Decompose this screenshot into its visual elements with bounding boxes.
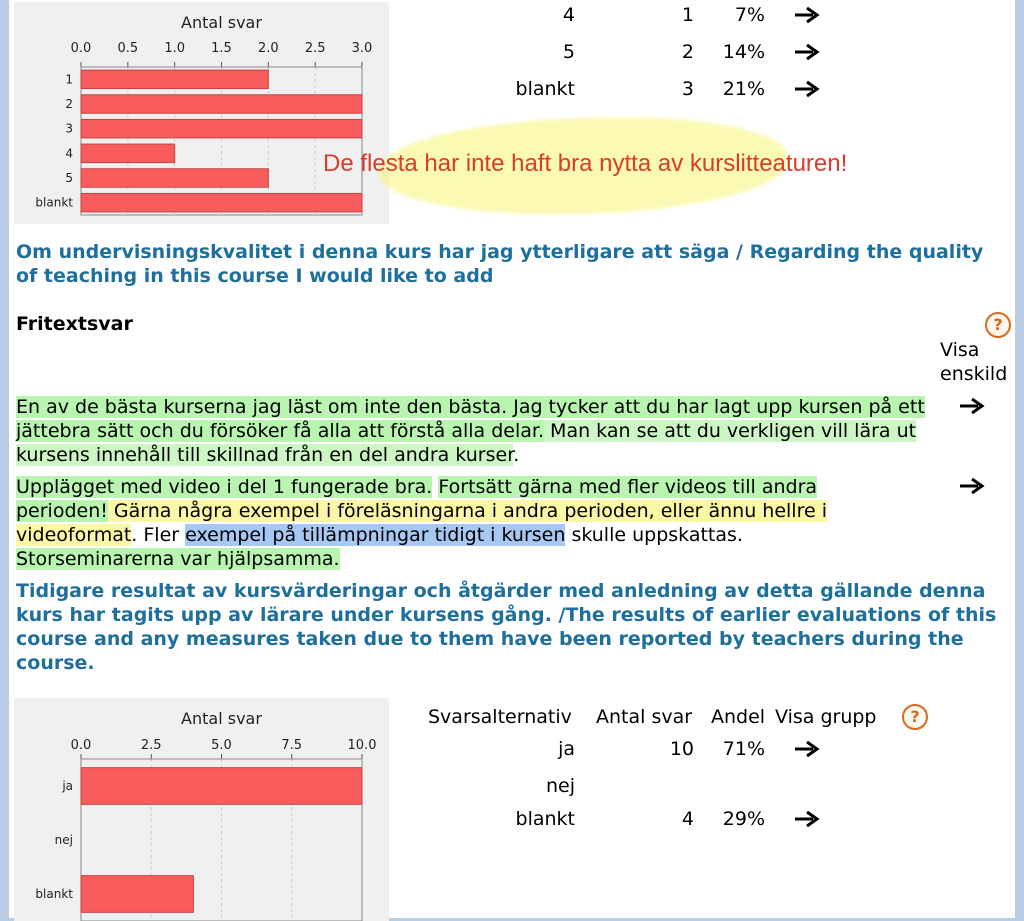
question-heading: Om undervisningskvalitet i denna kurs har jag ytterligare att säga / Regarding the quality of teaching in this course I would like to add xyxy=(16,241,984,287)
right-arrow-icon[interactable] xyxy=(793,809,823,829)
comment-segment: En av de bästa kurserna jag läst om inte den bästa. Jag tycker att du har lagt upp kursen på ett jättebra sätt och du försöker få alla att förstå alla delar. xyxy=(16,396,925,442)
bar-chart-responses-1 xyxy=(14,2,389,224)
x-tick-label: 1.5 xyxy=(211,41,232,56)
right-arrow-icon[interactable] xyxy=(793,42,823,62)
category-label: nej xyxy=(54,833,73,847)
question-heading: Tidigare resultat av kursvärderingar och åtgärder med anledning av detta gällande denna kurs har tagits upp av lärare under kursens gång. /The results of earlier evaluations of this course and any measures taken due to them have been reported by teachers during the course. xyxy=(16,580,997,674)
category-label: 3 xyxy=(65,121,73,136)
x-tick-label: 0.0 xyxy=(70,738,92,753)
x-tick-label: 2.5 xyxy=(304,41,326,56)
bar xyxy=(81,144,175,163)
bar xyxy=(81,876,193,913)
x-tick-label: 0.5 xyxy=(117,41,139,56)
table-row-share: 71% xyxy=(722,738,765,760)
column-header-share: Andel xyxy=(711,706,766,728)
table-row-count: 4 xyxy=(681,808,694,830)
table-row-count: 3 xyxy=(681,78,694,100)
show-individual-label-line1: Visa xyxy=(940,339,980,361)
table-row-label: nej xyxy=(545,775,575,797)
comment-segment: skulle uppskattas. xyxy=(565,524,743,546)
table-row-share: 29% xyxy=(722,808,765,830)
category-label: 2 xyxy=(65,97,73,111)
table-row-count: 10 xyxy=(669,738,694,760)
show-individual-label-line2: enskild xyxy=(940,363,1008,385)
comment-segment: Storseminarerna var hjälpsamma. xyxy=(16,548,340,570)
bar-chart-responses-2 xyxy=(14,698,389,921)
right-arrow-icon[interactable] xyxy=(958,476,988,496)
x-tick-label: 2.5 xyxy=(140,738,162,753)
x-tick-label: 2.0 xyxy=(257,41,279,56)
page-frame-left xyxy=(0,0,9,921)
x-tick-label: 10.0 xyxy=(347,738,377,753)
bar xyxy=(81,95,362,114)
annotation-text: De flesta har inte haft bra nytta av kurslitteaturen! xyxy=(323,150,848,177)
right-arrow-icon[interactable] xyxy=(793,79,823,99)
comment-segment: Man kan se att du verkligen vill lära ut kursens innehåll till skillnad från en del andra kurser xyxy=(16,420,917,466)
help-icon[interactable]: ? xyxy=(985,312,1011,338)
bar xyxy=(81,193,362,212)
x-tick-label: 7.5 xyxy=(281,738,303,753)
help-icon[interactable]: ? xyxy=(902,704,928,730)
right-arrow-icon[interactable] xyxy=(793,5,823,25)
column-header-count: Antal svar xyxy=(596,706,693,728)
chart-title: Antal svar xyxy=(181,709,262,728)
table-row-label: 5 xyxy=(562,41,575,63)
category-label: ja xyxy=(62,779,73,793)
free-text-heading: Fritextsvar xyxy=(16,313,133,335)
bar xyxy=(81,119,362,137)
page-frame-right xyxy=(1015,0,1024,921)
table-row-count: 2 xyxy=(681,41,694,63)
free-text-comment-2 xyxy=(16,475,866,571)
bar xyxy=(81,70,268,89)
category-label: 4 xyxy=(65,146,73,161)
comment-segment: Fortsätt gärna med fler videos till andra perioden! xyxy=(16,476,818,522)
right-arrow-icon[interactable] xyxy=(793,739,823,759)
category-label: 1 xyxy=(65,72,73,87)
comment-segment: . xyxy=(513,444,520,466)
table-row-share: 14% xyxy=(722,41,765,63)
x-tick-label: 3.0 xyxy=(351,41,373,56)
column-header-show-group: Visa grupp xyxy=(775,706,877,728)
table-row-share: 21% xyxy=(722,78,765,100)
bar xyxy=(81,768,362,805)
table-row-label: 4 xyxy=(562,4,575,26)
table-row-count: 1 xyxy=(681,4,694,26)
category-label: blankt xyxy=(35,887,73,901)
category-label: blankt xyxy=(35,195,73,210)
x-tick-label: 1.0 xyxy=(164,41,186,56)
comment-segment: Upplägget med video i del 1 fungerade bra. xyxy=(16,476,433,498)
comment-segment: exempel på tillämpningar tidigt i kursen xyxy=(185,524,566,546)
x-tick-label: 0.0 xyxy=(70,41,92,56)
table-row-label: blankt xyxy=(515,808,575,830)
show-individual-label xyxy=(940,338,1007,386)
column-header-alternative: Svarsalternativ xyxy=(428,706,572,728)
chart-title: Antal svar xyxy=(181,13,262,32)
table-row-label: ja xyxy=(558,738,575,760)
right-arrow-icon[interactable] xyxy=(958,396,988,416)
bar xyxy=(81,169,268,188)
table-row-label: blankt xyxy=(515,78,575,100)
comment-segment: Gärna några exempel i föreläsningarna i andra perioden, eller ännu hellre i videoformat xyxy=(16,500,827,546)
free-text-comment-1 xyxy=(16,395,936,467)
x-tick-label: 5.0 xyxy=(211,738,232,753)
category-label: 5 xyxy=(65,171,73,185)
comment-segment: . Fler xyxy=(131,524,186,546)
table-row-share: 7% xyxy=(734,4,765,26)
